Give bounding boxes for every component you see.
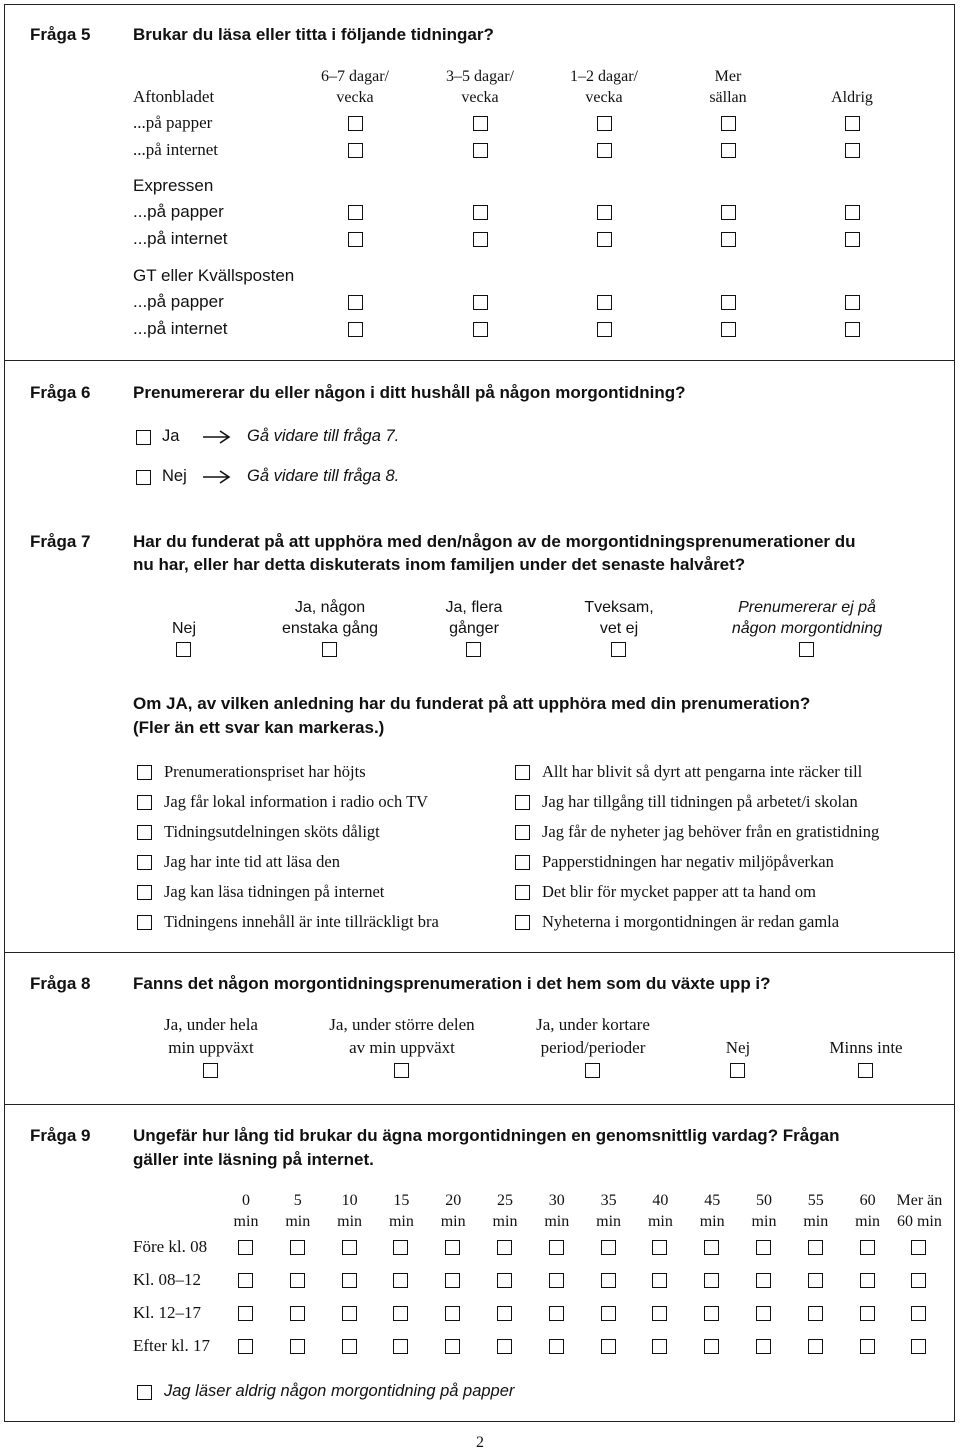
column-header: min <box>544 1213 570 1230</box>
column-header: min <box>596 1213 622 1230</box>
column-header: min <box>699 1213 725 1230</box>
column-header: min <box>388 1213 414 1230</box>
checkbox[interactable] <box>348 295 363 310</box>
column-header: 35 <box>600 1192 617 1209</box>
checkbox[interactable] <box>611 642 626 657</box>
row-label: Före kl. 08 <box>133 1237 208 1256</box>
question-text: Fanns det någon morgontidningsprenumeration i det hem som du växte upp i? <box>133 974 771 993</box>
checkbox[interactable] <box>515 795 530 810</box>
checkbox[interactable] <box>342 1240 357 1255</box>
column-header: min <box>337 1213 363 1230</box>
checkbox[interactable] <box>238 1339 253 1354</box>
checkbox[interactable] <box>597 116 612 131</box>
column-header: 60 <box>859 1192 876 1209</box>
row-label: ...på papper <box>133 202 224 221</box>
row-label: Kl. 12–17 <box>133 1303 201 1322</box>
row-label: ...på internet <box>133 229 228 248</box>
checkbox[interactable] <box>860 1240 875 1255</box>
option-header: period/perioder <box>540 1038 646 1057</box>
row-label: Kl. 08–12 <box>133 1270 201 1289</box>
checkbox[interactable] <box>497 1306 512 1321</box>
checkbox[interactable] <box>808 1273 823 1288</box>
never-option: Jag läser aldrig någon morgontidning på papper <box>164 1382 515 1400</box>
checkbox[interactable] <box>730 1063 745 1078</box>
page-number: 2 <box>476 1434 484 1451</box>
checkbox[interactable] <box>497 1240 512 1255</box>
checkbox[interactable] <box>137 825 152 840</box>
option-header: vet ej <box>599 620 639 637</box>
column-header: min <box>803 1213 829 1230</box>
checkbox[interactable] <box>290 1339 305 1354</box>
row-label: ...på internet <box>133 319 228 338</box>
checkbox[interactable] <box>756 1240 771 1255</box>
column-header: min <box>285 1213 311 1230</box>
question-text: nu har, eller har detta diskuterats inom familjen under det senaste halvåret? <box>133 555 746 574</box>
arrow-right-icon <box>203 470 231 484</box>
checkbox[interactable] <box>601 1339 616 1354</box>
checkbox[interactable] <box>137 1385 152 1400</box>
checkbox[interactable] <box>203 1063 218 1078</box>
checkbox[interactable] <box>585 1063 600 1078</box>
checkbox[interactable] <box>515 915 530 930</box>
row-label: ...på internet <box>133 140 218 159</box>
option-header: Ja, någon <box>294 599 366 616</box>
checkbox[interactable] <box>238 1306 253 1321</box>
checkbox[interactable] <box>290 1306 305 1321</box>
column-header: 60 min <box>896 1213 942 1230</box>
option-header: någon morgontidning <box>731 620 883 637</box>
checkbox[interactable] <box>549 1306 564 1321</box>
checkbox[interactable] <box>858 1063 873 1078</box>
checkbox[interactable] <box>597 322 612 337</box>
column-header: 30 <box>548 1192 565 1209</box>
checkbox[interactable] <box>342 1306 357 1321</box>
checkbox[interactable] <box>845 295 860 310</box>
column-header: vecka <box>461 89 499 106</box>
question-text: Ungefär hur lång tid brukar du ägna morgontidningen en genomsnittlig vardag? Frågan <box>133 1126 840 1145</box>
checkbox[interactable] <box>597 143 612 158</box>
option-header: Nej <box>725 1038 751 1057</box>
checkbox[interactable] <box>342 1273 357 1288</box>
divider <box>4 952 955 953</box>
checkbox[interactable] <box>136 470 151 485</box>
column-header: min <box>647 1213 673 1230</box>
checkbox[interactable] <box>756 1306 771 1321</box>
column-header: vecka <box>336 89 374 106</box>
checkbox[interactable] <box>445 1240 460 1255</box>
checkbox[interactable] <box>860 1306 875 1321</box>
checkbox[interactable] <box>652 1273 667 1288</box>
row-label: Efter kl. 17 <box>133 1336 210 1355</box>
column-header: 50 <box>756 1192 772 1209</box>
option-header: Minns inte <box>829 1038 903 1057</box>
checkbox[interactable] <box>756 1339 771 1354</box>
reason-option: Nyheterna i morgontidningen är redan gamla <box>542 912 840 931</box>
checkbox[interactable] <box>137 885 152 900</box>
followup-question: (Fler än ett svar kan markeras.) <box>133 718 385 737</box>
checkbox[interactable] <box>348 232 363 247</box>
checkbox[interactable] <box>466 642 481 657</box>
question-text: Har du funderat på att upphöra med den/någon av de morgontidningsprenumerationer du <box>133 532 856 551</box>
option-header: av min uppväxt <box>349 1038 455 1057</box>
column-header: min <box>233 1213 259 1230</box>
checkbox[interactable] <box>348 205 363 220</box>
checkbox[interactable] <box>348 143 363 158</box>
column-header: Aldrig <box>831 89 873 106</box>
reason-option: Jag har inte tid att läsa den <box>164 852 340 871</box>
option-header: enstaka gång <box>281 620 379 637</box>
checkbox[interactable] <box>137 915 152 930</box>
option-label: Ja <box>162 427 180 445</box>
checkbox[interactable] <box>393 1240 408 1255</box>
checkbox[interactable] <box>845 116 860 131</box>
checkbox[interactable] <box>549 1240 564 1255</box>
checkbox[interactable] <box>601 1240 616 1255</box>
divider <box>4 360 955 361</box>
checkbox[interactable] <box>348 322 363 337</box>
checkbox[interactable] <box>290 1273 305 1288</box>
column-header: 55 <box>807 1192 824 1209</box>
checkbox[interactable] <box>549 1339 564 1354</box>
paper-name: Aftonbladet <box>133 87 215 106</box>
question-text: Prenumererar du eller någon i ditt hushåll på någon morgontidning? <box>133 383 686 402</box>
checkbox[interactable] <box>808 1306 823 1321</box>
option-header: min uppväxt <box>168 1038 254 1057</box>
reason-option: Jag kan läsa tidningen på internet <box>164 882 385 901</box>
checkbox[interactable] <box>497 1339 512 1354</box>
question-label: Fråga 9 <box>30 1126 91 1145</box>
checkbox[interactable] <box>704 1306 719 1321</box>
checkbox[interactable] <box>808 1240 823 1255</box>
reason-option: Allt har blivit så dyrt att pengarna inte räcker till <box>542 762 863 781</box>
checkbox[interactable] <box>515 765 530 780</box>
checkbox[interactable] <box>845 322 860 337</box>
reason-option: Tidningens innehåll är inte tillräckligt bra <box>164 912 439 931</box>
checkbox[interactable] <box>137 765 152 780</box>
option-header: Ja, under kortare <box>536 1015 650 1034</box>
checkbox[interactable] <box>515 825 530 840</box>
checkbox[interactable] <box>845 143 860 158</box>
checkbox[interactable] <box>515 885 530 900</box>
checkbox[interactable] <box>911 1240 926 1255</box>
question-label: Fråga 8 <box>30 974 91 993</box>
checkbox[interactable] <box>445 1306 460 1321</box>
question-label: Fråga 6 <box>30 383 91 402</box>
option-header: Ja, flera <box>445 599 503 616</box>
reason-option: Det blir för mycket papper att ta hand om <box>542 882 816 901</box>
column-header: min <box>440 1213 466 1230</box>
reason-option: Jag har tillgång till tidningen på arbetet/i skolan <box>542 792 858 811</box>
checkbox[interactable] <box>652 1240 667 1255</box>
column-header: 3–5 dagar/ <box>446 68 514 85</box>
checkbox[interactable] <box>756 1273 771 1288</box>
row-label: ...på papper <box>133 292 224 311</box>
skip-instruction: Gå vidare till fråga 7. <box>247 427 400 445</box>
checkbox[interactable] <box>473 322 488 337</box>
reason-option: Papperstidningen har negativ miljöpåverkan <box>542 852 834 871</box>
skip-instruction: Gå vidare till fråga 8. <box>247 467 400 485</box>
checkbox[interactable] <box>721 322 736 337</box>
column-header: min <box>751 1213 777 1230</box>
checkbox[interactable] <box>721 232 736 247</box>
checkbox[interactable] <box>473 232 488 247</box>
column-header: 45 <box>704 1192 721 1209</box>
checkbox[interactable] <box>497 1273 512 1288</box>
column-header: 0 <box>242 1192 250 1209</box>
checkbox[interactable] <box>911 1339 926 1354</box>
option-label: Nej <box>162 467 187 485</box>
checkbox[interactable] <box>473 143 488 158</box>
checkbox[interactable] <box>136 430 151 445</box>
checkbox[interactable] <box>348 116 363 131</box>
column-header: 6–7 dagar/ <box>321 68 389 85</box>
option-header: Ja, under hela <box>164 1015 258 1034</box>
option-header: Nej <box>171 620 196 637</box>
checkbox[interactable] <box>601 1306 616 1321</box>
checkbox[interactable] <box>393 1273 408 1288</box>
checkbox[interactable] <box>176 642 191 657</box>
option-header: Tveksam, <box>584 599 654 616</box>
checkbox[interactable] <box>799 642 814 657</box>
checkbox[interactable] <box>601 1273 616 1288</box>
checkbox[interactable] <box>322 642 337 657</box>
checkbox[interactable] <box>137 855 152 870</box>
question-text: gäller inte läsning på internet. <box>133 1150 374 1169</box>
reason-option: Tidningsutdelningen sköts dåligt <box>164 822 380 841</box>
reason-option: Prenumerationspriset har höjts <box>164 762 366 781</box>
column-header: vecka <box>585 89 623 106</box>
column-header: 25 <box>497 1192 513 1209</box>
column-header: 40 <box>652 1192 669 1209</box>
checkbox[interactable] <box>860 1273 875 1288</box>
checkbox[interactable] <box>845 205 860 220</box>
divider <box>4 1104 955 1105</box>
option-header: Prenumererar ej på <box>738 599 876 616</box>
checkbox[interactable] <box>597 295 612 310</box>
column-header: 15 <box>393 1192 410 1209</box>
checkbox[interactable] <box>515 855 530 870</box>
checkbox[interactable] <box>911 1273 926 1288</box>
column-header: 5 <box>293 1192 302 1209</box>
checkbox[interactable] <box>137 795 152 810</box>
checkbox[interactable] <box>394 1063 409 1078</box>
checkbox[interactable] <box>342 1339 357 1354</box>
column-header: min <box>855 1213 881 1230</box>
option-header: Ja, under större delen <box>329 1015 475 1034</box>
checkbox[interactable] <box>393 1339 408 1354</box>
checkbox[interactable] <box>860 1339 875 1354</box>
column-header: 1–2 dagar/ <box>570 68 638 85</box>
paper-name: GT eller Kvällsposten <box>133 266 295 285</box>
paper-name: Expressen <box>133 176 214 195</box>
checkbox[interactable] <box>238 1273 253 1288</box>
column-header: 20 <box>445 1192 462 1209</box>
followup-question: Om JA, av vilken anledning har du funderat på att upphöra med din prenumeration? <box>133 694 811 713</box>
question-text: Brukar du läsa eller titta i följande tidningar? <box>133 25 494 44</box>
option-header: gånger <box>449 620 499 637</box>
checkbox[interactable] <box>473 205 488 220</box>
column-header: 10 <box>341 1192 358 1209</box>
checkbox[interactable] <box>704 1339 719 1354</box>
checkbox[interactable] <box>473 116 488 131</box>
checkbox[interactable] <box>721 116 736 131</box>
checkbox[interactable] <box>911 1306 926 1321</box>
checkbox[interactable] <box>290 1240 305 1255</box>
checkbox[interactable] <box>721 205 736 220</box>
checkbox[interactable] <box>597 205 612 220</box>
question-label: Fråga 5 <box>30 25 91 44</box>
checkbox[interactable] <box>721 143 736 158</box>
checkbox[interactable] <box>445 1273 460 1288</box>
column-header: Mer <box>714 68 742 85</box>
reason-option: Jag får de nyheter jag behöver från en gratistidning <box>542 822 880 841</box>
checkbox[interactable] <box>652 1339 667 1354</box>
column-header: Mer än <box>896 1192 943 1209</box>
checkbox[interactable] <box>721 295 736 310</box>
checkbox[interactable] <box>393 1306 408 1321</box>
checkbox[interactable] <box>652 1306 667 1321</box>
checkbox[interactable] <box>704 1240 719 1255</box>
question-label: Fråga 7 <box>30 532 91 551</box>
checkbox[interactable] <box>597 232 612 247</box>
column-header: min <box>492 1213 518 1230</box>
column-header: sällan <box>709 89 747 106</box>
row-label: ...på papper <box>133 113 213 132</box>
checkbox[interactable] <box>445 1339 460 1354</box>
checkbox[interactable] <box>845 232 860 247</box>
reason-option: Jag får lokal information i radio och TV <box>164 792 429 811</box>
checkbox[interactable] <box>473 295 488 310</box>
checkbox[interactable] <box>238 1240 253 1255</box>
arrow-right-icon <box>203 430 231 444</box>
checkbox[interactable] <box>549 1273 564 1288</box>
checkbox[interactable] <box>704 1273 719 1288</box>
checkbox[interactable] <box>808 1339 823 1354</box>
